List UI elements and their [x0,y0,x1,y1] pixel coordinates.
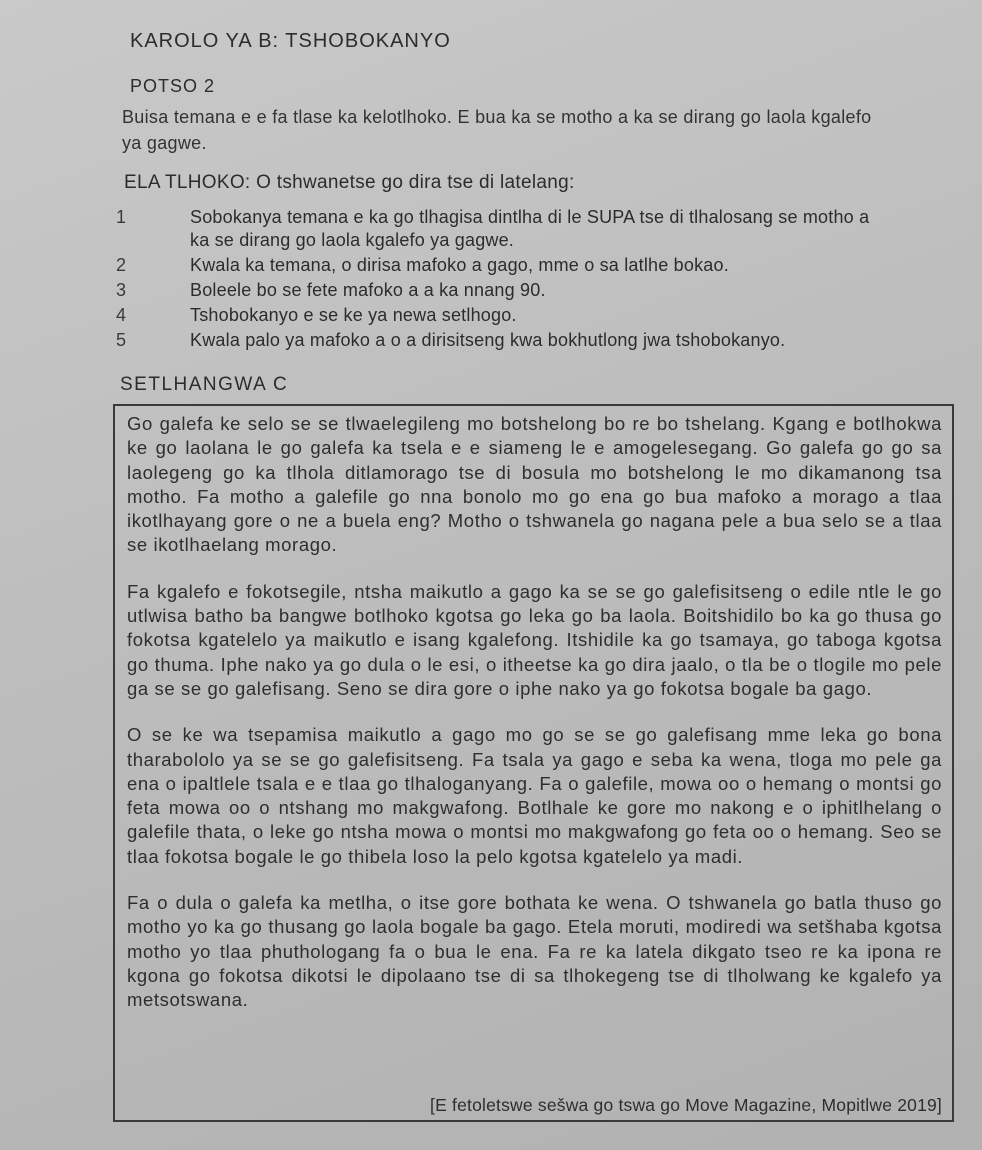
instruction-list [112,206,892,354]
passage-label: SETLHANGWA C [120,374,289,395]
instruction-text: Tshobokanyo e se ke ya newa setlhogo. [190,305,517,325]
section-heading: KAROLO YA B: TSHOBOKANYO [130,30,451,52]
instruction-number: 3 [116,280,127,300]
instructions-note [124,172,575,194]
note-text: O tshwanetse go dira tse di latelang: [256,172,575,193]
question-intro: Buisa temana e e fa tlase ka kelotlhoko. E bua ka se motho a ka se dirang go laola kgalefo ya gagwe. [122,107,872,153]
note-label: ELA TLHOKO: [124,172,251,193]
instruction-item [112,254,892,277]
passage-paragraph: O se ke wa tsepamisa maikutlo a gago mo go se se go galefisang mme leka go bona tharabololo ya se se go galefisitseng. Fa tsala ya gago e seba ka wena, tloga mo pele ga ena o ipaltlele tsala e e tlaa go tlhaloganyang. Fa o galefile, mowa oo o hemang o montsi go feta mowa oo o ntshang mo makgwafong. Botlhale ke gore mo nakong e o iphitlhelang o galefile thata, o leke go ntsha mowa o montsi mo makgwafong go feta oo o hemang. Seo se tlaa fokotsa bogale le go thibela loso la pelo kgotsa kgatelelo ya madi. [127,724,942,867]
instruction-item [112,279,892,302]
passage-paragraph: Fa kgalefo e fokotsegile, ntsha maikutlo a gago ka se se go galefisitseng o edile ntle le go utlwisa batho ba bangwe botlhoko kgotsa go leka go ba laola. Boitshidilo bo ka go thusa go fokotsa kgatelelo ya maikutlo e isang kgalefong. Itshidile ka go tsamaya, go taboga kgotsa go thuma. Iphe nako ya go dula o le esi, o itheetse ka go dira jaalo, o tla be o tlogile mo pele ga se se go galefisang. Seno se dira gore o iphe nako ya go fokotsa bogale ba gago. [127,580,942,699]
instruction-item [112,329,892,352]
instruction-number: 2 [116,255,127,275]
instruction-number: 1 [116,207,127,227]
instruction-text: Boleele bo se fete mafoko a a ka nnang 90. [190,280,546,300]
instruction-item [112,206,892,252]
instruction-text: Kwala palo ya mafoko a o a dirisitseng kwa bokhutlong jwa tshobokanyo. [190,330,786,350]
passage-paragraph: Go galefa ke selo se se tlwaelegileng mo botshelong bo re bo tshelang. Kgang e botlhokwa ke go laolana le go galefa ka tsela e e siameng le e amogelesegang. Go galefa go go sa laolegeng go ka tlhola ditlamorago tse di bosula mo botshelong le mo dikamanong tsa motho. Fa motho a galefile go nna bonolo mo go ena go bua mafoko a morago a tlaa ikotlhayang gore o ne a buela eng? Motho o tshwanela go nagana pele a bua selo se a tlaa se ikotlhaelang morago. [127,413,942,556]
question-label: POTSO 2 [130,76,216,96]
instruction-text: Sobokanya temana e ka go tlhagisa dintlha di le SUPA tse di tlhalosang se motho a ka se dirang go laola kgalefo ya gagwe. [190,207,870,250]
instruction-number: 4 [116,305,127,325]
passage-source: [E fetoletswe sešwa go tswa go Move Magazine, Mopitlwe 2019] [430,1095,942,1115]
passage-paragraph: Fa o dula o galefa ka metlha, o itse gore bothata ke wena. O tshwanela go batla thuso go motho yo ka go thusang go laola bogale ba gago. Etela moruti, modiredi wa setšhaba kgotsa motho yo tlaa phuthologang fa o bua le ena. Fa re ka latela dikgato tseo re ka ipona re kgona go fokotsa dikotsi le dipolaano tse di sa tlhokegeng tse di tlholwang ke kgalefo ya metsotswana. [127,892,942,1011]
instruction-number: 5 [116,330,127,350]
instruction-text: Kwala ka temana, o dirisa mafoko a gago, mme o sa latlhe bokao. [190,255,729,275]
instruction-item [112,304,892,327]
passage-box [113,404,954,1122]
